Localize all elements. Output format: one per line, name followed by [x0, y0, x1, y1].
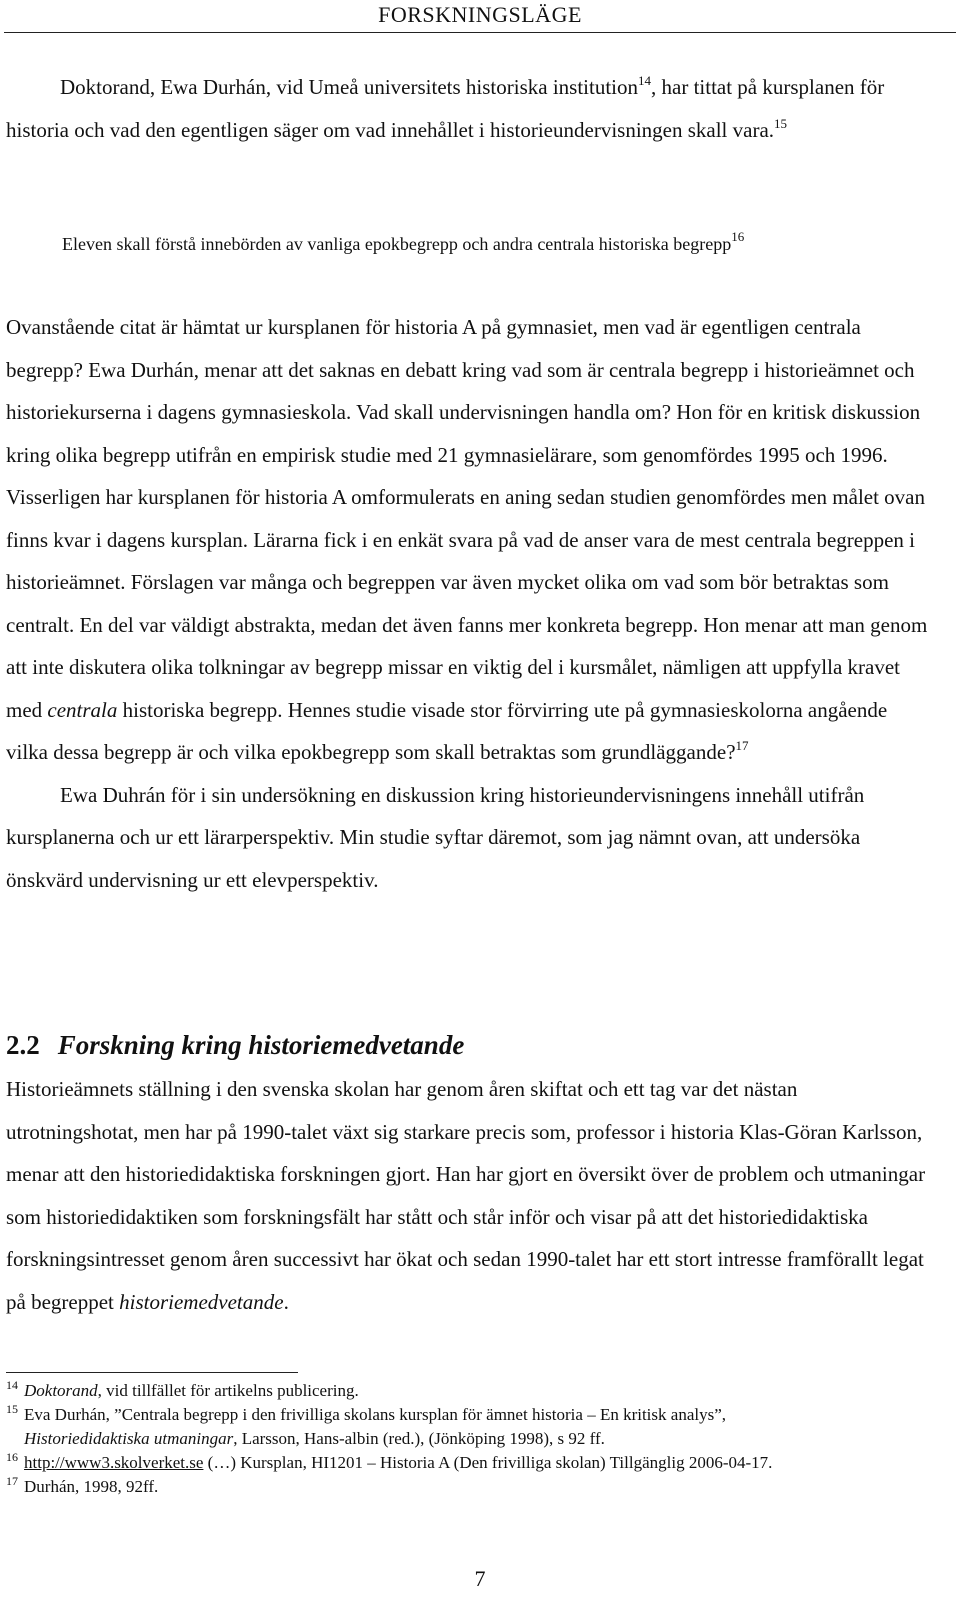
paragraph-research-text-b: . [283, 1289, 289, 1314]
footnote-17 [6, 1475, 936, 1499]
footnote-text-continued: , Larsson, Hans-albin (red.), (Jönköping 1998), s 92 ff. [233, 1429, 605, 1448]
footnote-15 [6, 1403, 936, 1451]
footnote-number: 17 [6, 1474, 18, 1488]
paragraph-analysis-text-b: historiska begrepp. Hennes studie visade stor förvirring ute på gymnasieskolorna angående vilka dessa begrepp är och vilka epokbegrepp som skall betraktas som grundläggande? [6, 697, 888, 764]
footnote-emphasis: Historiedidaktiska utmaningar [24, 1429, 234, 1448]
footnote-text: (…) Kursplan, HI1201 – Historia A (Den frivilliga skolan) Tillgänglig 2006-04-17. [203, 1453, 773, 1472]
footnote-number: 16 [6, 1450, 18, 1464]
footnote-14 [6, 1379, 936, 1403]
footnote-rule [6, 1372, 298, 1373]
footnote-ref-15[interactable]: 15 [774, 115, 788, 131]
footnote-ref-17[interactable]: 17 [735, 738, 749, 753]
footnote-ref-14[interactable]: 14 [638, 73, 651, 88]
footnote-text: Durhán, 1998, 92ff. [24, 1477, 159, 1496]
running-header: FORSKNINGSLÄGE [378, 2, 582, 27]
section-number: 2.2 [6, 1030, 40, 1060]
paragraph-research-text-a: Historieämnets ställning i den svenska skolan har genom åren skiftat och ett tag var det nästan utrotningshotat, men har på 1990-talet växt sig starkare precis som, professor i historia Klas-Göran Karlsson, menar att den historiedidaktiska forskningen gjort. Han har gjort en översikt över de problem och utmaningar som historiedidaktiken som forskningsfält har stått och står inför och visar på att det historiedidaktiska forskningsintresset genom åren successivt har ökat och sedan 1990-talet har ett stort intresse framförallt legat på begreppet [6, 1077, 926, 1314]
footnote-number: 15 [6, 1402, 18, 1416]
block-quote-text: Eleven skall förstå innebörden av vanliga epokbegrepp och andra centrala historiska begrepp [62, 234, 732, 254]
footnote-text: , vid tillfället för artikelns publicering. [97, 1381, 359, 1400]
footnote-link[interactable]: http://www3.skolverket.se [24, 1453, 204, 1472]
emphasis-centrala: centrala [47, 697, 118, 722]
footnote-number: 14 [6, 1378, 18, 1392]
paragraph-research [6, 1068, 930, 1323]
paragraph-intro [6, 66, 930, 151]
footnote-emphasis: Doktorand [24, 1381, 98, 1400]
section-title: Forskning kring historiemedvetande [57, 1030, 465, 1060]
page-number: 7 [474, 1566, 486, 1591]
paragraph-analysis-text-a: Ovanstående citat är hämtat ur kursplanen för historia A på gymnasiet, men vad är egentligen centrala begrepp? Ewa Durhán, menar att det saknas en debatt kring vad som är centrala begrepp i historieämnet och historiekurserna i dagens gymnasieskola. Vad skall undervisningen handla om? Hon för en kritisk diskussion kring olika begrepp utifrån en empirisk studie med 21 gymnasielärare, som genomfördes 1995 och 1996. Visserligen har kursplanen för historia A omformulerats en aning sedan studien genomfördes men målet ovan finns kvar i dagens kursplan. Lärarna fick i en enkät svara på vad de anser vara de mest centrala begreppen i historieämnet. Förslagen var många och begreppen var även mycket olika om vad som bör betraktas som centralt. En del var väldigt abstrakta, medan det även fanns mer konkreta begrepp. Hon menar att man genom att inte diskutera olika tolkningar av begrepp missar en viktig del i kursmålet, nämligen att uppfylla kravet med [6, 315, 928, 722]
paragraph-perspective: Ewa Duhrán för i sin undersökning en diskussion kring historieundervisningens innehåll utifrån kursplanerna och ur ett lärarperspektiv. Min studie syftar däremot, som jag nämnt ovan, att undersöka önskvärd undervisning ur ett elevperspektiv. [6, 782, 865, 892]
footnotes [6, 1379, 936, 1499]
header-rule [4, 32, 956, 33]
section-heading [6, 1030, 464, 1061]
paragraph-intro-text-a: Doktorand, Ewa Durhán, vid Umeå universitets historiska institution [60, 75, 638, 99]
footnote-16 [6, 1451, 936, 1475]
block-quote [62, 230, 932, 258]
footnote-ref-16[interactable]: 16 [731, 229, 745, 244]
footnote-text: Eva Durhán, ”Centrala begrepp i den frivilliga skolans kursplan för ämnet historia – En kritisk analys”, [24, 1405, 726, 1424]
emphasis-historiemedvetande: historiemedvetande [119, 1289, 284, 1314]
paragraph-analysis [6, 306, 930, 901]
paragraph-intro-text-b: , har tittat på kursplanen för historia och vad den egentligen säger om vad innehållet i historieundervisningen skall vara. [6, 75, 885, 142]
